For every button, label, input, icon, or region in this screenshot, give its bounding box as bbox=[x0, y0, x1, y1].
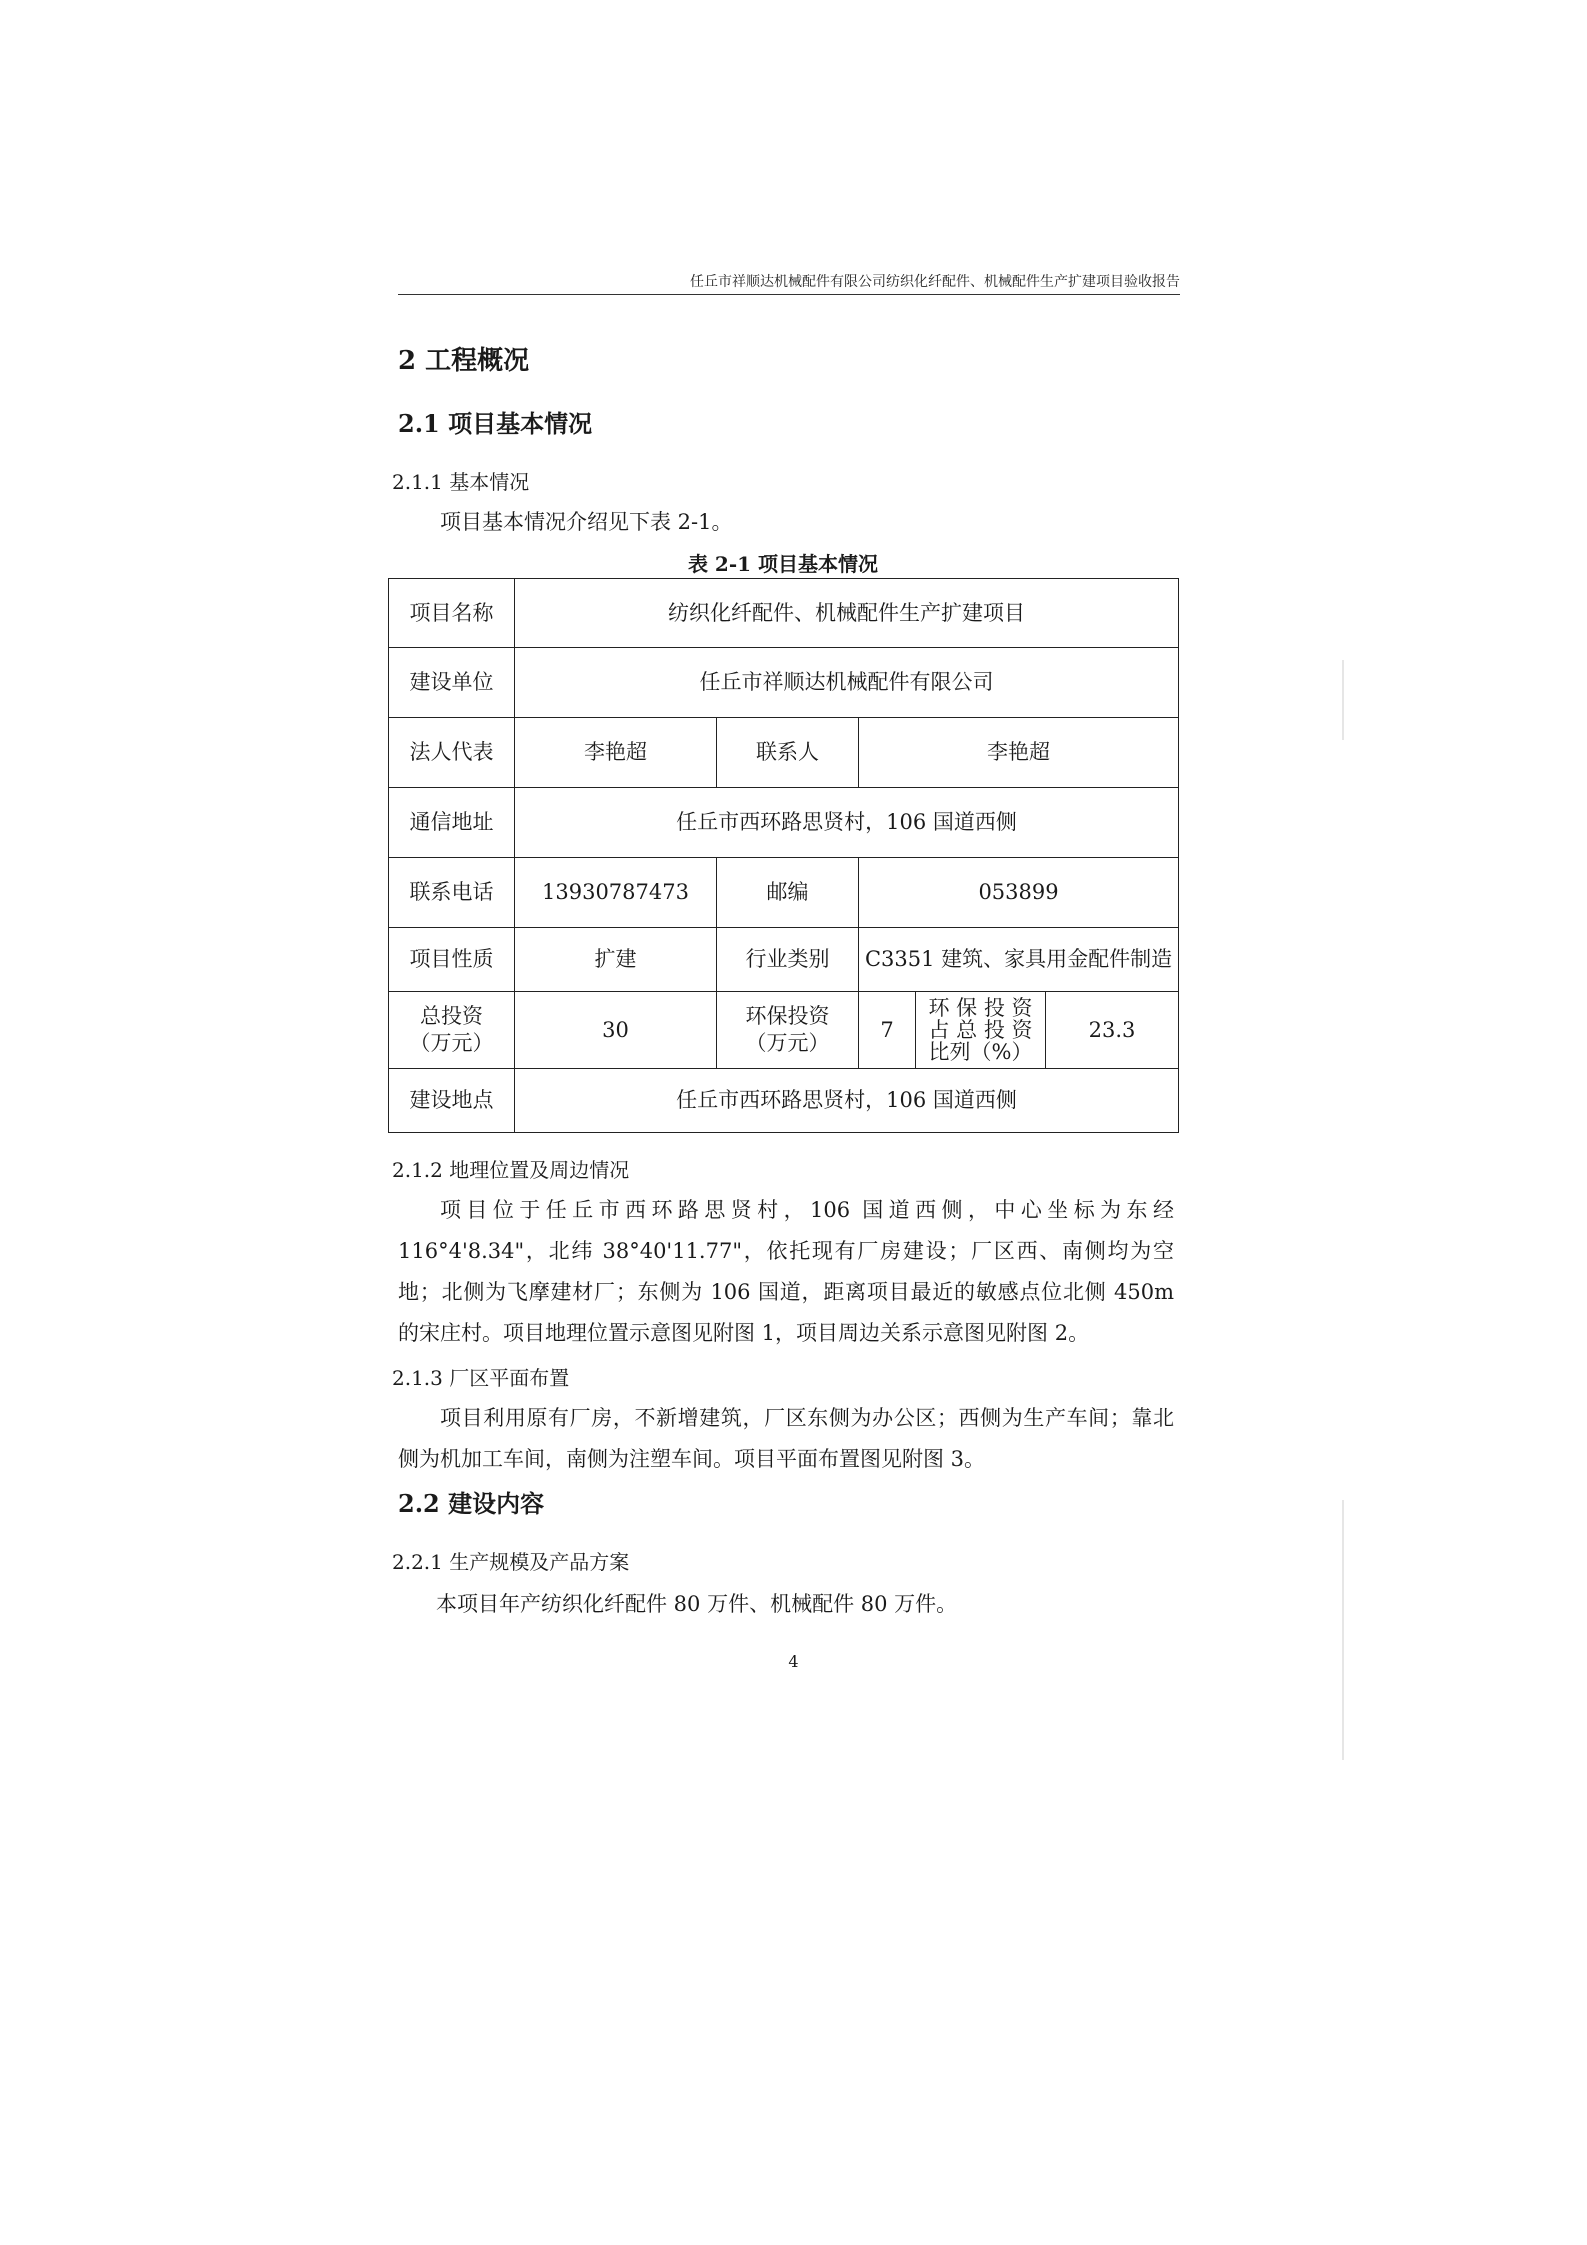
scan-artifact bbox=[1342, 660, 1344, 740]
table-caption: 表 2-1 项目基本情况 bbox=[687, 552, 879, 576]
builder-label: 建设单位 bbox=[389, 648, 515, 718]
project-name-label: 项目名称 bbox=[389, 579, 515, 648]
running-header: 任丘市祥顺达机械配件有限公司纺织化纤配件、机械配件生产扩建项目验收报告 bbox=[398, 272, 1180, 295]
phone-value: 13930787473 bbox=[515, 858, 717, 928]
ratio-label bbox=[916, 992, 1046, 1069]
nature-value: 扩建 bbox=[515, 928, 717, 992]
contact-label: 联系人 bbox=[717, 718, 859, 788]
subsection-title-2-1-1: 2.1.1 基本情况 bbox=[392, 470, 530, 494]
postcode-value: 053899 bbox=[859, 858, 1179, 928]
table-row bbox=[389, 718, 1179, 788]
address-label: 通信地址 bbox=[389, 788, 515, 858]
scan-artifact bbox=[1342, 1500, 1344, 1760]
site-value: 任丘市西环路思贤村，106 国道西侧 bbox=[515, 1069, 1179, 1133]
nature-label: 项目性质 bbox=[389, 928, 515, 992]
site-label: 建设地点 bbox=[389, 1069, 515, 1133]
ratio-label-line1: 环 保 投 资 bbox=[928, 996, 1033, 1020]
intro-text: 项目基本情况介绍见下表 2-1。 bbox=[440, 510, 733, 534]
builder-value: 任丘市祥顺达机械配件有限公司 bbox=[515, 648, 1179, 718]
layout-paragraph: 项目利用原有厂房，不新增建筑，厂区东侧为办公区；西侧为生产车间；靠北侧为机加工车间，南侧为注塑车间。项目平面布置图见附图 3。 bbox=[398, 1406, 1174, 1471]
contact-value: 李艳超 bbox=[859, 718, 1179, 788]
subsection-title-2-1-3: 2.1.3 厂区平面布置 bbox=[392, 1366, 570, 1390]
subsection-title-2-2-1: 2.2.1 生产规模及产品方案 bbox=[392, 1550, 630, 1574]
table-row bbox=[389, 648, 1179, 718]
address-value: 任丘市西环路思贤村，106 国道西侧 bbox=[515, 788, 1179, 858]
env-invest-value: 7 bbox=[859, 992, 916, 1069]
industry-label: 行业类别 bbox=[717, 928, 859, 992]
project-name-value: 纺织化纤配件、机械配件生产扩建项目 bbox=[515, 579, 1179, 648]
table-row bbox=[389, 992, 1179, 1069]
table-row bbox=[389, 1069, 1179, 1133]
invest-value: 30 bbox=[515, 992, 717, 1069]
project-info-table bbox=[388, 578, 1179, 1133]
env-invest-label-line2: （万元） bbox=[745, 1031, 830, 1055]
table-row bbox=[389, 788, 1179, 858]
section-title-2-1: 2.1 项目基本情况 bbox=[398, 409, 593, 438]
invest-label-line2: （万元） bbox=[409, 1031, 494, 1055]
invest-label bbox=[389, 992, 515, 1069]
chapter-title: 2 工程概况 bbox=[398, 346, 530, 376]
location-paragraph: 项目位于任丘市西环路思贤村，106 国道西侧，中心坐标为东经 116°4'8.34"，北纬 38°40'11.77"，依托现有厂房建设；厂区西、南侧均为空地；北侧为飞摩建材厂；东侧为 106 国道，距离项目最近的敏感点位北侧 450m 的宋庄村。项目地理位置示意图见附图 1，项目周边关系示意图见附图 2。 bbox=[398, 1198, 1174, 1345]
table-row bbox=[389, 928, 1179, 992]
phone-label: 联系电话 bbox=[389, 858, 515, 928]
page-number: 4 bbox=[788, 1652, 799, 1671]
env-invest-label bbox=[717, 992, 859, 1069]
table-row bbox=[389, 858, 1179, 928]
production-text: 本项目年产纺织化纤配件 80 万件、机械配件 80 万件。 bbox=[436, 1592, 958, 1616]
ratio-value: 23.3 bbox=[1046, 992, 1179, 1069]
ratio-label-line3: 比列（%） bbox=[928, 1040, 1033, 1064]
table-row bbox=[389, 579, 1179, 648]
legal-rep-label: 法人代表 bbox=[389, 718, 515, 788]
env-invest-label-line1: 环保投资 bbox=[745, 1004, 830, 1028]
section-title-2-2: 2.2 建设内容 bbox=[398, 1489, 545, 1518]
invest-label-line1: 总投资 bbox=[420, 1004, 483, 1028]
postcode-label: 邮编 bbox=[717, 858, 859, 928]
ratio-label-line2: 占 总 投 资 bbox=[928, 1018, 1033, 1042]
subsection-title-2-1-2: 2.1.2 地理位置及周边情况 bbox=[392, 1158, 630, 1182]
legal-rep-value: 李艳超 bbox=[515, 718, 717, 788]
industry-value: C3351 建筑、家具用金配件制造 bbox=[859, 928, 1179, 992]
